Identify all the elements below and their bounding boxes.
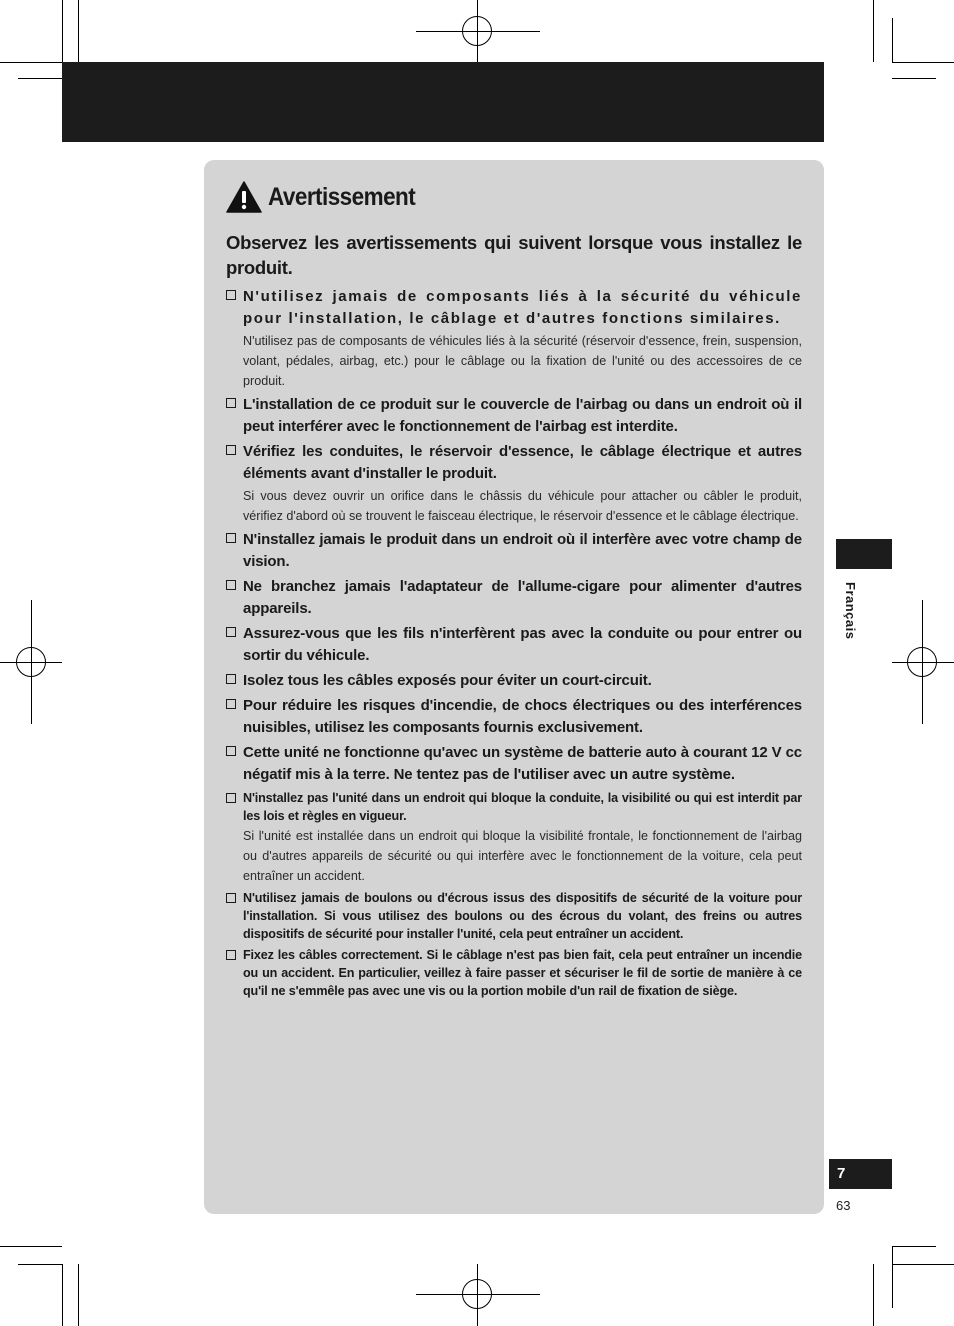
crop-mark [873, 0, 874, 62]
crop-mark [18, 78, 62, 79]
list-item [226, 441, 802, 526]
checkbox-bullet-icon [226, 290, 236, 300]
warning-list [226, 286, 802, 1000]
crop-mark [892, 78, 936, 79]
warning-title-row [226, 178, 802, 216]
list-item [226, 286, 802, 391]
crop-mark [873, 1264, 874, 1326]
warning-triangle-icon [226, 181, 262, 213]
registration-mark [907, 647, 937, 677]
list-item [226, 576, 802, 620]
crop-mark [62, 0, 63, 62]
crop-mark [892, 1246, 936, 1247]
checkbox-bullet-icon [226, 398, 236, 408]
list-item-heading: Isolez tous les câbles exposés pour éviter un court-circuit. [243, 672, 652, 689]
list-item [226, 695, 802, 739]
page-number: 63 [836, 1198, 851, 1213]
list-item [226, 623, 802, 667]
crop-mark [62, 1264, 63, 1326]
checkbox-bullet-icon [226, 674, 236, 684]
registration-mark [16, 647, 46, 677]
list-item [226, 394, 802, 438]
crop-mark [892, 1246, 893, 1308]
list-item-heading: N'installez jamais le produit dans un endroit où il interfère avec votre champ de vision. [243, 531, 802, 570]
list-item-heading: Assurez-vous que les fils n'interfèrent pas avec la conduite ou pour entrer ou sortir du véhicule. [243, 625, 802, 664]
list-item [226, 529, 802, 573]
checkbox-bullet-icon [226, 580, 236, 590]
list-item-heading: L'installation de ce produit sur le couvercle de l'airbag ou dans un endroit où il peut interférer avec le fonctionnement de l'airbag est interdite. [243, 396, 802, 435]
list-item-heading: Pour réduire les risques d'incendie, de chocs électriques ou des interférences nuisibles, utilisez les composants fournis exclusivement. [243, 697, 802, 736]
crop-mark [892, 62, 954, 63]
registration-mark [462, 16, 492, 46]
crop-mark [18, 1264, 62, 1265]
list-item-body: Si l'unité est installée dans un endroit qui bloque la visibilité frontale, le fonctionnement de l'airbag ou d'autres appareils de sécurité ou qui interfère avec le fonctionnement de la voiture, cela peut entraîner un accident. [243, 829, 802, 883]
list-item [226, 670, 802, 692]
checkbox-bullet-icon [226, 533, 236, 543]
crop-mark [892, 18, 893, 62]
crop-mark [0, 62, 62, 63]
crop-mark [78, 0, 79, 62]
list-item [226, 946, 802, 1000]
header-bar [62, 62, 824, 142]
registration-mark [462, 1279, 492, 1309]
list-item-heading: Vérifiez les conduites, le réservoir d'essence, le câblage électrique et autres éléments avant d'installer le produit. [243, 443, 802, 482]
list-item-body: Si vous devez ouvrir un orifice dans le châssis du véhicule pour attacher ou câbler le produit, vérifiez d'abord où se trouvent le faisceau électrique, le réservoir d'essence et le câblage électrique. [243, 489, 802, 523]
checkbox-bullet-icon [226, 793, 236, 803]
crop-mark [892, 1264, 954, 1265]
page-title: Avertissement [268, 182, 416, 211]
list-item-heading: Cette unité ne fonctionne qu'avec un système de batterie auto à courant 12 V cc négatif mis à la terre. Ne tentez pas de l'utiliser avec un autre système. [243, 744, 802, 783]
language-label: Français [843, 582, 858, 640]
chapter-number: 7 [829, 1159, 892, 1189]
list-item-heading: N'utilisez jamais de boulons ou d'écrous issus des dispositifs de sécurité de la voiture pour l'installation. Si vous utilisez des boulons ou des écrous du volant, des freins ou autres dispositifs de sécurité pour installer l'unité, cela peut entraîner un accident. [243, 891, 802, 941]
list-item-body: N'utilisez pas de composants de véhicules liés à la sécurité (réservoir d'essence, frein, suspension, volant, pédales, airbag, etc.) pour le câblage ou la fixation de l'unité ou des accessoires de ce produit. [243, 334, 802, 388]
list-item-heading: Ne branchez jamais l'adaptateur de l'allume-cigare pour alimenter d'autres appareils. [243, 578, 802, 617]
warning-panel [204, 160, 824, 1214]
checkbox-bullet-icon [226, 627, 236, 637]
list-item-heading: N'utilisez jamais de composants liés à la sécurité du véhicule pour l'installation, le câblage et d'autres fonctions similaires. [243, 288, 802, 327]
list-item-heading: N'installez pas l'unité dans un endroit qui bloque la conduite, la visibilité ou qui est interdit par les lois et règles en vigueur. [243, 791, 802, 823]
checkbox-bullet-icon [226, 893, 236, 903]
crop-mark [0, 1246, 62, 1247]
list-item-heading: Fixez les câbles correctement. Si le câblage n'est pas bien fait, cela peut entraîner un incendie ou un accident. En particulier, veillez à faire passer et sécuriser le fil de sortie de manière à ce qu'il ne s'emmêle pas avec une vis ou la portion mobile d'un rail de fixation de siège. [243, 948, 802, 998]
side-tab [836, 539, 892, 569]
checkbox-bullet-icon [226, 699, 236, 709]
list-item [226, 889, 802, 943]
crop-mark [78, 1264, 79, 1326]
intro-text: Observez les avertissements qui suivent lorsque vous installez le produit. [226, 232, 802, 278]
checkbox-bullet-icon [226, 950, 236, 960]
list-item [226, 742, 802, 786]
checkbox-bullet-icon [226, 445, 236, 455]
checkbox-bullet-icon [226, 746, 236, 756]
list-item [226, 789, 802, 886]
